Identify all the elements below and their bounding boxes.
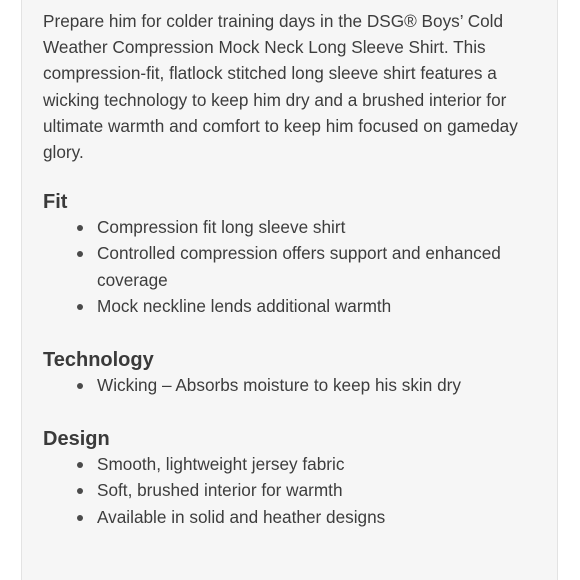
bullet-icon	[77, 488, 83, 494]
list-item-text: Compression fit long sleeve shirt	[97, 217, 346, 238]
design-feature-list	[43, 451, 543, 530]
bullet-icon	[77, 304, 83, 310]
list-item-text: Mock neckline lends additional warmth	[97, 295, 392, 316]
bullet-icon	[77, 515, 83, 521]
list-item-text: Available in solid and heather designs	[97, 506, 386, 527]
technology-feature-list	[43, 372, 543, 398]
list-item-text: Controlled compression offers support and enhanced coverage	[97, 243, 501, 290]
list-item	[43, 240, 543, 292]
section-heading-technology: Technology	[43, 349, 154, 372]
fit-feature-list	[43, 214, 543, 319]
list-item-text: Wicking – Absorbs moisture to keep his skin dry	[97, 375, 461, 396]
bullet-icon	[77, 383, 83, 389]
list-item	[43, 451, 543, 477]
bullet-icon	[77, 225, 83, 231]
list-item	[43, 477, 543, 503]
list-item	[43, 214, 543, 240]
bullet-icon	[77, 462, 83, 468]
product-intro-text: Prepare him for colder training days in the DSG® Boys’ Cold Weather Compression Mock Neck Long Sleeve Shirt. This compression-fit, flatlock stitched long sleeve shirt features a wicking technology to keep him dry and a brushed interior for ultimate warmth and comfort to keep him focused on gameday glory.	[43, 11, 518, 163]
section-heading-fit: Fit	[43, 191, 68, 214]
list-item	[43, 504, 543, 530]
section-heading-design: Design	[43, 428, 110, 451]
list-item	[43, 372, 543, 398]
bullet-icon	[77, 251, 83, 257]
list-item	[43, 293, 543, 319]
list-item-text: Soft, brushed interior for warmth	[97, 480, 343, 501]
product-description-content	[43, 8, 543, 530]
list-item-text: Smooth, lightweight jersey fabric	[97, 454, 345, 475]
